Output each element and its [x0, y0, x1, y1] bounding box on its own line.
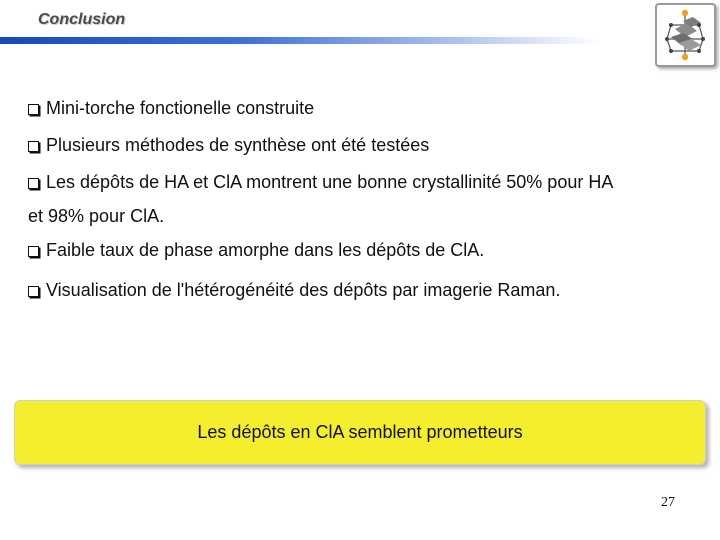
square-bullet-icon	[28, 246, 39, 257]
bullet-text: Faible taux de phase amorphe dans les dépôts de ClA.	[46, 240, 485, 260]
bullet-item	[28, 279, 560, 301]
bullet-continuation	[28, 205, 164, 227]
bullet-text: Mini-torche fonctionelle construite	[46, 98, 315, 118]
callout-text: Les dépôts en ClA semblent prometteurs	[197, 422, 523, 442]
bullet-text: Visualisation de l'hétérogénéité des dépôts par imagerie Raman.	[46, 280, 561, 300]
bullet-item	[28, 239, 484, 261]
crystal-structure-logo	[655, 3, 716, 67]
slide-title: Conclusion	[38, 11, 126, 28]
bullet-item	[28, 97, 314, 119]
square-bullet-icon	[28, 178, 39, 189]
conclusion-callout-box	[14, 400, 706, 465]
page-number: 27	[661, 495, 675, 510]
title-underline-bar	[0, 37, 600, 44]
crystal-lattice-icon	[657, 5, 714, 65]
square-bullet-icon	[28, 286, 39, 297]
bullet-text: Les dépôts de HA et ClA montrent une bonne crystallinité 50% pour HA	[46, 172, 614, 192]
bullet-text: Plusieurs méthodes de synthèse ont été testées	[46, 135, 430, 155]
bullet-item	[28, 134, 429, 156]
square-bullet-icon	[28, 141, 39, 152]
bullet-text: et 98% pour ClA.	[28, 206, 165, 226]
square-bullet-icon	[28, 104, 39, 115]
bullet-item	[28, 171, 613, 193]
